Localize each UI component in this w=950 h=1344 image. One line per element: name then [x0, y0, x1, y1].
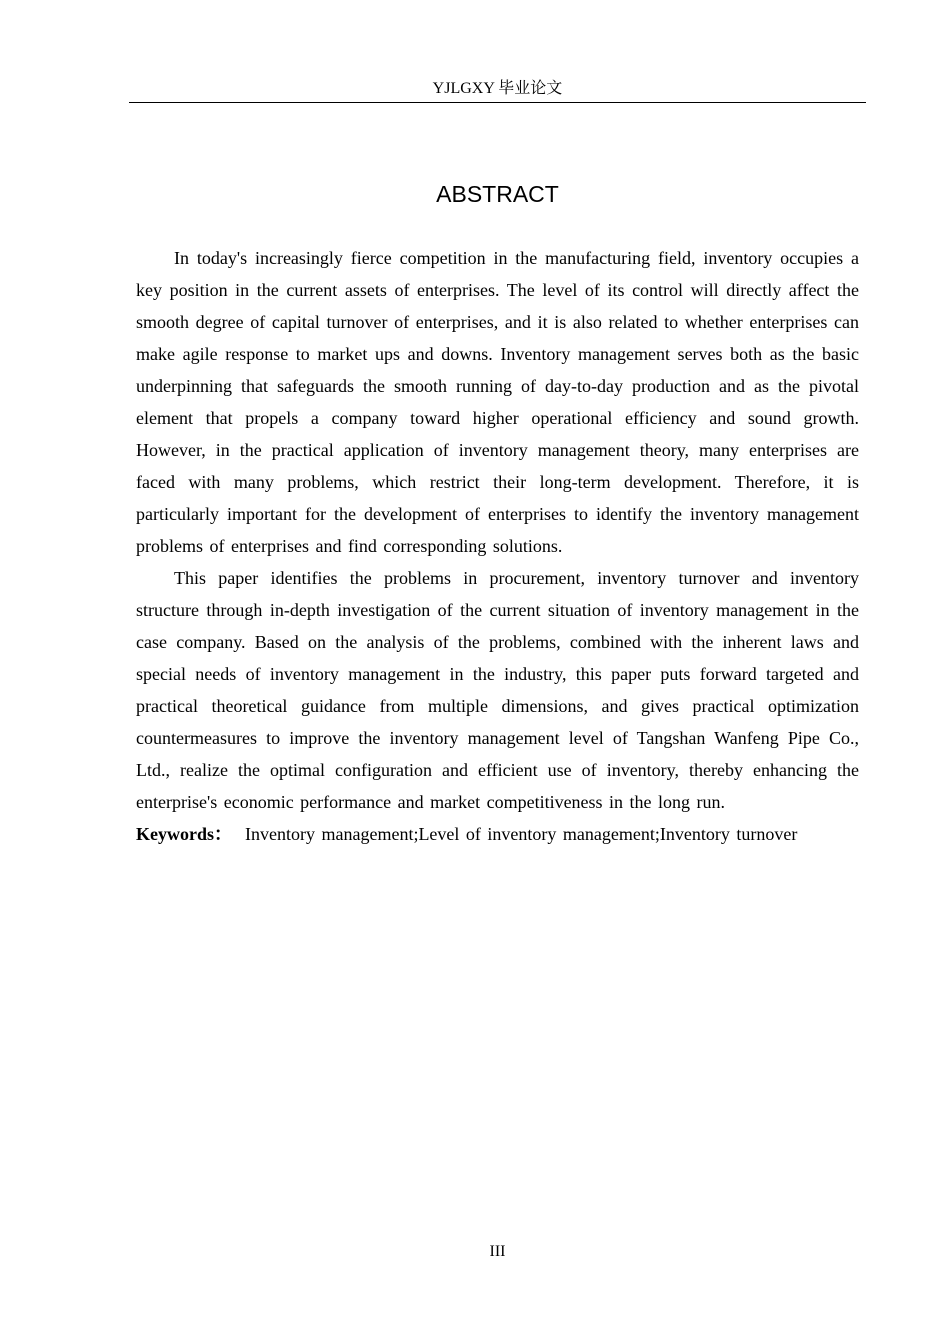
abstract-paragraph-2: This paper identifies the problems in procurement, inventory turnover and inventory structure through in-depth investigation of the current situation of inventory management in the case company. Based on the analysis of the problems, combined with the inherent laws and special needs of inventory management in the industry, this paper puts forward targeted and practical theoretical guidance from multiple dimensions, and gives practical optimization countermeasures to improve the inventory management level of Tangshan Wanfeng Pipe Co., Ltd., realize the optimal configuration and efficient use of inventory, thereby enhancing the enterprise's economic performance and market competitiveness in the long run. [136, 568, 859, 812]
keywords-line [136, 818, 859, 850]
abstract-title: ABSTRACT [436, 181, 559, 207]
page-number: III [489, 1243, 506, 1260]
abstract-body [136, 242, 859, 850]
abstract-paragraph-1: In today's increasingly fierce competition in the manufacturing field, inventory occupies a key position in the current assets of enterprises. The level of its control will directly affect the smooth degree of capital turnover of enterprises, and it is also related to whether enterprises can make agile response to market ups and downs. Inventory management serves both as the basic underpinning that safeguards the smooth running of day-to-day production and as the pivotal element that propels a company toward higher operational efficiency and sound growth. However, in the practical application of inventory management theory, many enterprises are faced with many problems, which restrict their long-term development. Therefore, it is particularly important for the development of enterprises to identify the inventory management problems of enterprises and find corresponding solutions. [136, 248, 859, 556]
keywords-text: Inventory management;Level of inventory management;Inventory turnover [245, 824, 798, 844]
keywords-label: Keywords： [136, 824, 232, 844]
running-header: YJLGXY 毕业论文 [129, 78, 866, 103]
